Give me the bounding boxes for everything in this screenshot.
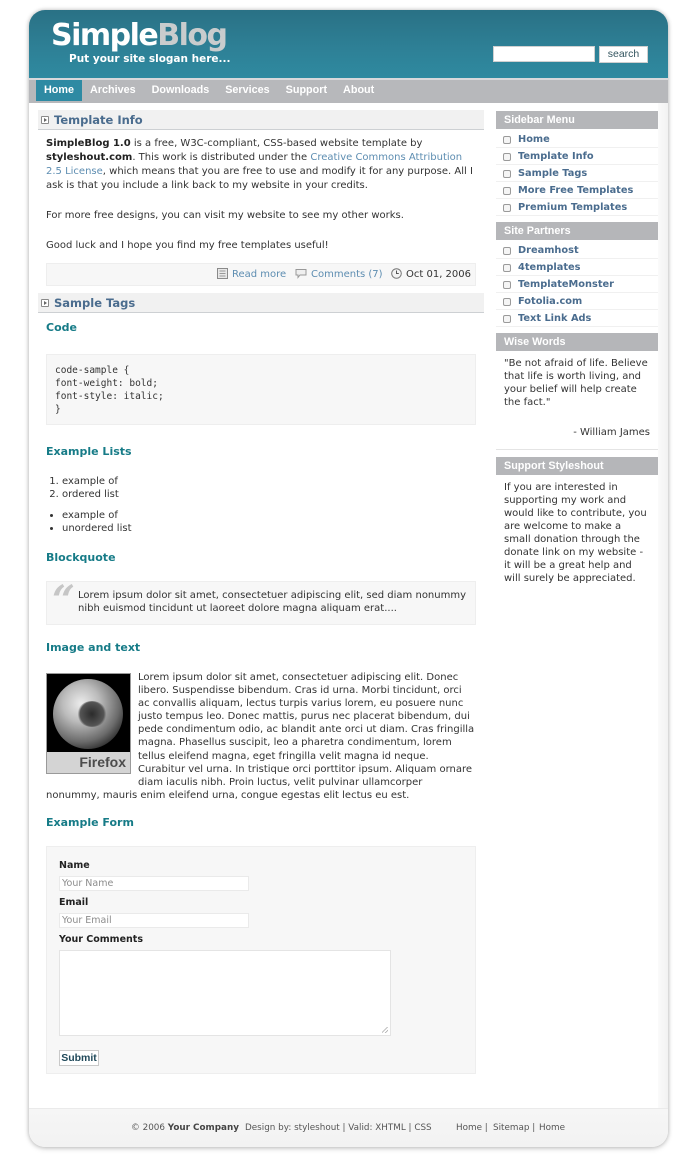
- footer-link-home[interactable]: [456, 1109, 488, 1147]
- checkbox-bullet-icon: [503, 170, 511, 178]
- email-label: Email: [59, 896, 89, 908]
- sidebar-item-label: Template Info: [518, 151, 594, 162]
- partner-label: TemplateMonster: [518, 279, 614, 290]
- section-title-text: Template Info: [54, 113, 143, 127]
- date-label: Oct 01, 2006: [406, 269, 471, 280]
- clock-icon: [391, 266, 402, 287]
- checkbox-bullet-icon: [503, 298, 511, 306]
- footer-link-sitemap[interactable]: [493, 1109, 535, 1147]
- firefox-image: [46, 673, 131, 774]
- list-item: 2. ordered list: [62, 488, 484, 501]
- text: is a free, W3C-compliant, CSS-based website template by: [130, 138, 423, 149]
- nav-item-downloads[interactable]: Downloads: [151, 84, 210, 96]
- sidebar-item-label: Premium Templates: [518, 202, 628, 213]
- separator: |: [532, 1123, 536, 1133]
- bold-text: styleshout.com: [46, 152, 133, 163]
- text: . This work is distributed under the: [132, 152, 311, 163]
- comments-textarea[interactable]: [59, 950, 391, 1036]
- bold-text: SimpleBlog 1.0: [46, 138, 131, 149]
- partner-label: Text Link Ads: [518, 313, 592, 324]
- ordered-list: [62, 475, 484, 501]
- nav-item-home[interactable]: Home: [36, 80, 82, 101]
- partner-text-link-ads[interactable]: [496, 310, 658, 327]
- firefox-label: Firefox: [47, 752, 130, 773]
- blockquote-heading: Blockquote: [46, 551, 116, 564]
- sidebar-item-more-free-templates[interactable]: [496, 182, 658, 199]
- nav-item-about[interactable]: About: [343, 84, 375, 96]
- image-text-heading: Image and text: [46, 641, 141, 654]
- form-heading: Example Form: [46, 815, 134, 829]
- partner-label: Fotolia.com: [518, 296, 583, 307]
- company-name: Your Company: [167, 1123, 239, 1133]
- checkbox-bullet-icon: [503, 264, 511, 272]
- expand-icon: [41, 299, 49, 307]
- checkbox-bullet-icon: [503, 247, 511, 255]
- firefox-logo-icon: [53, 679, 123, 749]
- partner-label: Dreamhost: [518, 245, 579, 256]
- sidebar-item-label: Home: [518, 134, 550, 145]
- email-input[interactable]: Your Email: [59, 913, 249, 928]
- partner-4templates[interactable]: [496, 259, 658, 276]
- main-content: [38, 110, 484, 1074]
- nav-item-archives[interactable]: Archives: [90, 84, 136, 96]
- site-header: [29, 10, 668, 78]
- wise-words-author: - William James: [496, 426, 658, 450]
- example-form: [46, 846, 476, 1074]
- post-date: [391, 264, 471, 287]
- sidebar-item-label: Sample Tags: [518, 168, 588, 179]
- sidebar-menu-list: [496, 131, 658, 216]
- paragraph: Good luck and I hope you find my free templates useful!: [46, 240, 329, 251]
- wise-words-quote: "Be not afraid of life. Believe that life is worth living, and your belief will help create the fact.": [504, 358, 648, 408]
- sidebar-menu-title: Sidebar Menu: [496, 111, 658, 129]
- blockquote-text: Lorem ipsum dolor sit amet, consectetuer adipiscing elit, sed diam nonummy nibh euismod tincidunt ut laoreet dolore magna aliquam erat....: [78, 590, 467, 614]
- nav-item-services[interactable]: Services: [225, 84, 270, 96]
- list-item: 1. example of: [62, 475, 484, 488]
- comment-bubble-icon: [295, 266, 307, 287]
- page-wrapper: [29, 10, 668, 1147]
- name-label: Name: [59, 859, 90, 871]
- site-logo[interactable]: [51, 18, 227, 54]
- support-title: Support Styleshout: [496, 457, 658, 475]
- nav-item-support[interactable]: Support: [285, 84, 328, 96]
- submit-button[interactable]: Submit: [59, 1050, 99, 1066]
- footer-link-home-2[interactable]: Home: [539, 1123, 565, 1133]
- unordered-list: [62, 509, 484, 535]
- wise-words-title: Wise Words: [496, 333, 658, 351]
- partner-templatemonster[interactable]: [496, 276, 658, 293]
- text: , which means that you are free to use and modify it for any purpose. All I ask is that you include a link back to my website in your credits.: [46, 166, 473, 191]
- license-link[interactable]: Creative Commons Attribution 2.5 License: [46, 152, 463, 177]
- search-input[interactable]: [493, 46, 595, 62]
- site-partners-list: [496, 242, 658, 327]
- sidebar: [496, 111, 658, 585]
- copyright: [131, 1109, 239, 1147]
- sidebar-item-premium-templates[interactable]: [496, 199, 658, 216]
- site-footer: [29, 1108, 668, 1147]
- image-paragraph: Lorem ipsum dolor sit amet, consectetuer adipiscing elit. Donec libero. Suspendisse bibendum. Cras id urna. Morbi tincidunt, orci ac convallis aliquam, lectus turpis varius lorem, eu posuere nunc justo tempus leo. Donec mattis, purus nec placerat bibendum, dui pede condimentum odio, ac blandit ante orci ut diam. Cras fringilla magna. Phasellus suscipit, leo a pharetra condimentum, lorem tellus eleifend magna, eget fringilla velit magna id neque. Curabitur vel urna. In tristique orci porttitor ipsum. Aliquam ornare diam iaculis nibh. Proin luctus, velit pulvinar ullamcorper nonummy, mauris enim eleifend urna, congue egestas elit lectus eu est.: [46, 672, 475, 801]
- separator: |: [484, 1123, 488, 1133]
- site-slogan: Put your site slogan here...: [69, 53, 231, 65]
- checkbox-bullet-icon: [503, 187, 511, 195]
- list-item: • example of: [62, 509, 484, 522]
- logo-blog: Blog: [157, 18, 227, 53]
- list-item: • unordered list: [62, 522, 484, 535]
- support-text: If you are interested in supporting my work and would like to contribute, you are welcome to make a small donation through the donate link on my website - it will be a great help and will surely be appreciated.: [504, 482, 647, 584]
- checkbox-bullet-icon: [503, 136, 511, 144]
- sidebar-background: [658, 103, 668, 1108]
- code-line: font-style: italic;: [55, 391, 164, 402]
- read-more-label: Read more: [232, 269, 287, 280]
- post-footer: [46, 263, 476, 286]
- page-icon: [217, 266, 228, 287]
- footer-link-label: Home: [456, 1123, 482, 1133]
- code-block: [46, 354, 476, 425]
- resize-grip-icon[interactable]: [382, 1027, 388, 1033]
- checkbox-bullet-icon: [503, 153, 511, 161]
- intro-paragraph: [46, 137, 476, 193]
- name-input[interactable]: Your Name: [59, 876, 249, 891]
- site-partners-title: Site Partners: [496, 222, 658, 240]
- image-text-block: [38, 671, 484, 802]
- comments-label: Comments (7): [311, 269, 383, 280]
- logo-simple: Simple: [51, 18, 158, 53]
- main-nav: [29, 78, 668, 103]
- code-heading: Code: [46, 321, 77, 334]
- sidebar-item-home[interactable]: [496, 131, 658, 148]
- section-title-text: Sample Tags: [54, 296, 136, 310]
- checkbox-bullet-icon: [503, 281, 511, 289]
- checkbox-bullet-icon: [503, 315, 511, 323]
- partner-dreamhost[interactable]: [496, 242, 658, 259]
- checkbox-bullet-icon: [503, 204, 511, 212]
- sidebar-item-template-info[interactable]: [496, 148, 658, 165]
- comments-label: Your Comments: [59, 933, 143, 945]
- quote-mark-icon: “: [52, 577, 76, 624]
- section-title-template-info: [38, 110, 484, 130]
- paragraph: For more free designs, you can visit my website to see my other works.: [46, 210, 404, 221]
- footer-link-label: Sitemap: [493, 1123, 530, 1133]
- code-line: }: [55, 404, 61, 415]
- partner-fotolia[interactable]: [496, 293, 658, 310]
- copyright-text: © 2006: [131, 1123, 168, 1133]
- comments-link[interactable]: [295, 264, 383, 287]
- code-line: code-sample {: [55, 365, 130, 376]
- expand-icon: [41, 116, 49, 124]
- blockquote: [46, 577, 476, 625]
- sidebar-item-sample-tags[interactable]: [496, 165, 658, 182]
- partner-label: 4templates: [518, 262, 581, 273]
- design-credits[interactable]: Design by: styleshout | Valid: XHTML | CSS: [245, 1123, 432, 1133]
- search-button[interactable]: search: [599, 46, 648, 63]
- section-title-sample-tags: [38, 293, 484, 313]
- code-line: font-weight: bold;: [55, 378, 158, 389]
- lists-heading: Example Lists: [46, 445, 132, 458]
- sidebar-item-label: More Free Templates: [518, 185, 634, 196]
- read-more-link[interactable]: [217, 264, 286, 287]
